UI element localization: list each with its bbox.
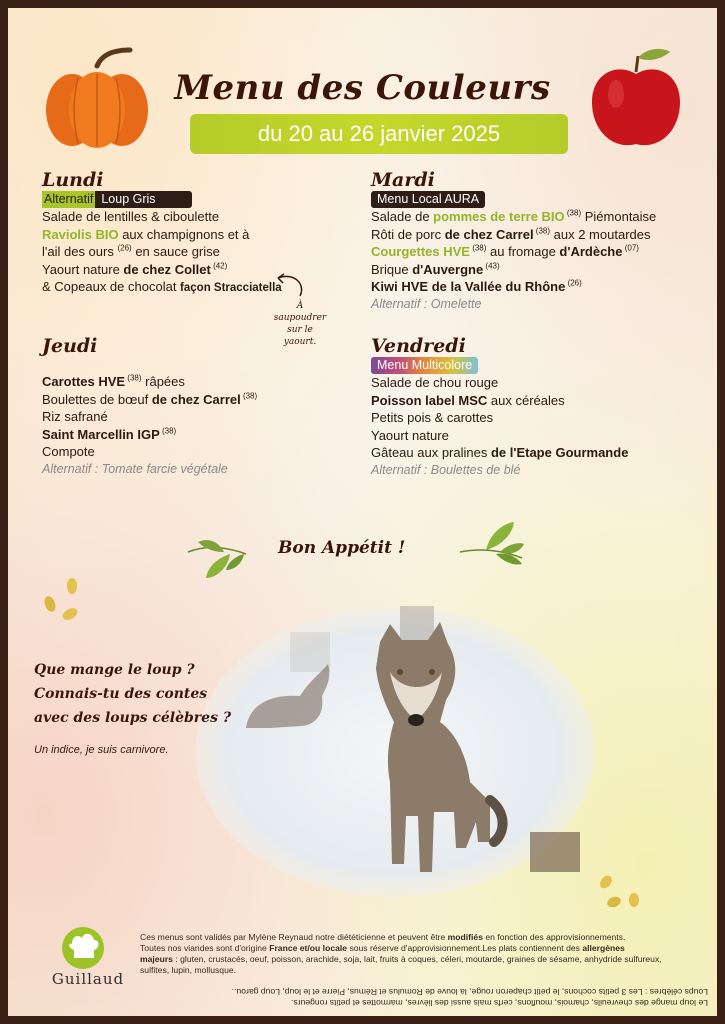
day-name: Vendredi: [371, 335, 466, 357]
day-vendredi: [371, 336, 711, 479]
alternative: Alternatif : Omelette: [371, 296, 482, 311]
chef-hat-icon: [58, 926, 108, 972]
menu-item: Compote: [42, 444, 95, 459]
menu-item: Saint Marcellin IGP $^{(38)}$: [42, 426, 177, 442]
tag-prefix: Alternatif: [44, 192, 94, 206]
day-name: Mardi: [371, 169, 435, 191]
menu-item: Petits pois & carottes: [371, 410, 494, 425]
wolf-questions: [34, 658, 231, 730]
menu-item: Courgettes HVE $^{(38)}$ au fromage d'Ardèche $^{(07)}$: [371, 243, 639, 259]
menu-item: Raviolis BIO aux champignons et à: [42, 226, 250, 242]
menu-item: Carottes HVE $^{(38)}$ râpées: [42, 373, 185, 389]
alternative: Alternatif : Tomate farcie végétale: [42, 461, 228, 476]
menu-item: Yaourt nature de chez Collet $^{(42)}$: [42, 261, 228, 277]
menu-item: Boulettes de bœuf de chez Carrel $^{(38)}$: [42, 391, 258, 407]
menu-item: Salade de pommes de terre BIO $^{(38)}$ Piémontaise: [371, 208, 657, 224]
menu-item: Yaourt nature: [371, 427, 449, 443]
leaf-right-icon: [456, 516, 528, 572]
footer-notes: Ces menus sont validés par Mylène Reynaud notre diététicienne et peuvent être modifiés en fonction des approvisionnements. Toutes nos viandes sont d'origine France et/ou locale sous réserve d'approvisionnement.Les plats contiennent des allergènes majeurs : gluten, crustacés, oeuf, poisson, arachide, soja, lait, fruits à coques, céleri, moutarde, graines de sésame, anhydride sulfureux, sulfites, lupin, mollusque.: [140, 932, 662, 975]
menu-tag: [371, 190, 711, 208]
curved-arrow-icon: [270, 270, 310, 300]
day-jeudi: [42, 336, 342, 478]
menu-item: Salade de chou rouge: [371, 375, 499, 390]
leaf-left-icon: [184, 534, 254, 584]
menu-page: [8, 8, 717, 1016]
day-name: Jeudi: [42, 335, 98, 357]
seeds-right-icon: [596, 874, 642, 914]
question: Que mange le loup ?: [34, 662, 195, 678]
alternative: Alternatif : Boulettes de blé: [371, 462, 521, 477]
menu-item: Rôti de porc de chez Carrel $^{(38)}$ aux 2 moutardes: [371, 226, 651, 242]
logo-text: Guillaud: [51, 970, 125, 988]
menu-item: Riz safrané: [42, 409, 108, 424]
bon-appetit: Bon Appétit !: [278, 538, 406, 558]
menu-item: l'ail des ours $^{(26)}$ en sauce grise: [42, 243, 220, 259]
menu-item: Gâteau aux pralines de l'Etape Gourmande: [371, 445, 629, 460]
date-range-banner: du 20 au 26 janvier 2025: [190, 114, 568, 154]
wolf-hint: Un indice, je suis carnivore.: [34, 744, 169, 756]
day-name: Lundi: [42, 169, 104, 191]
question: avec des loups célèbres ?: [34, 710, 232, 726]
menu-item: Kiwi HVE de la Vallée du Rhône $^{(26)}$: [371, 278, 582, 294]
menu-item: Poisson label MSC aux céréales: [371, 392, 565, 408]
tag-label: Menu Multicolore: [371, 357, 478, 374]
menu-tag: [42, 190, 342, 208]
menu-item: Salade de lentilles & ciboulette: [42, 209, 220, 224]
seeds-left-icon: [40, 576, 90, 626]
day-mardi: [371, 170, 711, 313]
menu-tag: [371, 356, 711, 374]
wolf-photo: [190, 602, 600, 902]
footer-answers-upside-down: Le loup mange des chevreuils, chamois, mouflons, cerfs mais aussi des lièvres, marmottes et petits rongeurs. Loups célèbres : Les 3 petits cochons, le petit chaperon rouge, la louve de Romulus et Rémus, Pierre et le loup, Loup garou..: [231, 987, 708, 1008]
yaourt-note: À saupoudrer sur le yaourt.: [273, 301, 327, 347]
tag-label: Menu Local AURA: [371, 191, 485, 208]
page-title: Menu des Couleurs: [174, 68, 551, 108]
menu-item: & Copeaux de chocolat façon Stracciatella: [42, 279, 282, 294]
guillaud-logo: [44, 926, 132, 996]
question: Connais-tu des contes: [34, 686, 208, 702]
tag-label: Loup Gris: [95, 191, 191, 208]
menu-item: Brique d'Auvergne $^{(43)}$: [371, 261, 500, 277]
